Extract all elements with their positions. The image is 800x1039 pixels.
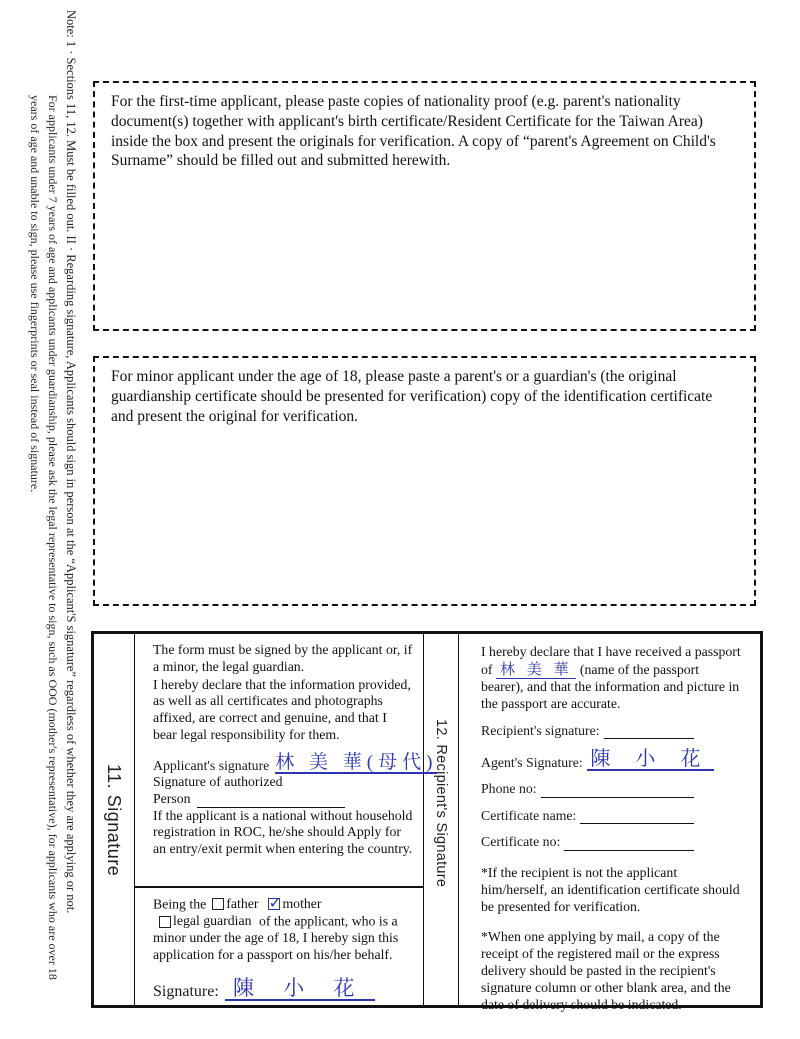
guardian-id-paste-box	[93, 356, 756, 606]
signature-label-cell	[94, 634, 135, 1005]
passport-bearer-name-handwriting: 林 美 華	[496, 662, 577, 679]
guardian-suffix: of the applicant, who is a minor under the age of 18, I hereby sign this application for a passport on his/her behalf.	[153, 913, 399, 963]
must-sign-text: The form must be signed by the applicant or, if a minor, the legal guardian.	[153, 642, 413, 674]
nationality-proof-paste-box	[93, 81, 756, 331]
agent-signature-field[interactable]	[587, 749, 714, 771]
applicant-signature-handwriting: 林 美 華(母代)	[275, 751, 438, 773]
certificate-name-label: Certificate name:	[481, 807, 577, 823]
nationality-proof-instructions: For the first-time applicant, please paste copies of nationality proof (e.g. parent's nationality document(s) together with applicant's birth certificate/Resident Certificate for the Taiwan Area) inside the box and present the originals for verification. A copy of “parent's Agreement on Child's Surname” should be filled out and submitted herewith.	[111, 93, 716, 170]
applicant-signature-label: Applicant's signature	[153, 757, 270, 773]
guardian-signature-label: Signature:	[153, 983, 219, 1001]
father-label: father	[226, 896, 259, 911]
authorized-label-line1: Signature of authorized	[153, 773, 283, 789]
recipient-signature-label: Recipient's signature:	[481, 722, 600, 738]
father-checkbox[interactable]	[212, 898, 224, 910]
recipient-content-cell	[459, 634, 760, 1012]
recipient-label-cell	[424, 634, 459, 1005]
guardian-prefix: Being the	[153, 896, 207, 912]
certificate-name-field[interactable]	[580, 819, 694, 824]
signature-content-cell	[135, 634, 438, 1005]
guardian-signature-area	[135, 886, 423, 1005]
guardian-id-instructions: For minor applicant under the age of 18, please paste a parent's or a guardian's (the original guardianship certificate should be presented for verification) copy of the identification certificate and present the original for verification.	[111, 368, 713, 425]
phone-label: Phone no:	[481, 781, 537, 797]
recipient-note-2: *When one applying by mail, a copy of the receipt of the registered mail or the express delivery should be pasted in the recipient's signature column or other blank area, and the date of delivery should be indicated.	[481, 929, 731, 1012]
phone-field[interactable]	[541, 793, 694, 798]
guardian-signature-row	[153, 978, 413, 1001]
no-household-registration-text: If the applicant is a national without household registration in ROC, he/she should Apply for an entry/exit permit when entering the country.	[153, 807, 413, 857]
signature-declaration-area	[135, 634, 438, 886]
margin-notes	[0, 0, 92, 1039]
mother-checkbox[interactable]	[268, 898, 280, 910]
margin-note-line3: years of age and unable to sign, please use fingerprints or seal instead of signature.	[28, 95, 42, 493]
recipient-section-label: 12. Recipient's Signature	[433, 719, 449, 888]
checkbox-item-mother[interactable]	[268, 896, 321, 913]
margin-note-line1: Note: 1 · Sections 11, 12. Must be filled out. II · Regarding signature, Applicants should sign in person at the “Applicant'S signature” regardless of whether they are applying or not.	[64, 10, 78, 914]
agent-signature-handwriting: 陳 小 花	[590, 748, 711, 771]
certificate-name-row	[481, 808, 742, 825]
recipient-note-1: *If the recipient is not the applicant him/herself, an identification certificate should be presented for verification.	[481, 864, 740, 914]
signature-section-label: 11. Signature	[104, 764, 124, 877]
margin-note-line2: For applicants under 7 years of age and applicants under guardianship, please ask the legal representative to sign, such as OOO (mother's representative), for applicants who are over 18	[46, 95, 60, 980]
authorized-person-block	[153, 774, 413, 808]
applicant-signature-row	[153, 751, 438, 774]
phone-row	[481, 781, 742, 798]
authorized-label-line2: Person	[153, 790, 191, 806]
mother-label: mother	[282, 896, 322, 911]
declaration-text: I hereby declare that the information provided, as well as all certificates and photographs affixed, are correct and genuine, and that I bear legal responsibility for them.	[153, 676, 411, 743]
agent-signature-row	[481, 749, 742, 771]
recipient-declaration	[481, 644, 742, 713]
signature-table	[91, 631, 763, 1012]
legal-guardian-checkbox[interactable]	[159, 916, 171, 928]
certificate-no-field[interactable]	[564, 846, 694, 851]
guardian-signature-handwriting: 陳 小 花	[233, 976, 367, 1001]
certificate-no-row	[481, 834, 742, 851]
checkbox-item-father[interactable]	[212, 896, 258, 913]
applicant-signature-field[interactable]	[275, 753, 437, 774]
recipient-declaration-prefix: I hereby declare that I have received a passport of	[481, 644, 741, 677]
guardian-signature-field[interactable]	[225, 978, 375, 1001]
recipient-signature-field[interactable]	[604, 734, 694, 739]
recipient-signature-row	[481, 723, 742, 740]
certificate-no-label: Certificate no:	[481, 834, 561, 850]
checkbox-item-legal-guardian[interactable]	[159, 913, 252, 930]
agent-signature-label: Agent's Signature:	[481, 754, 583, 770]
authorized-person-signature-field[interactable]	[197, 795, 345, 808]
recipient-declaration-suffix: (name of the passport bearer), and that the information and picture in the passport are accurate.	[481, 661, 740, 711]
legal-guardian-label: legal guardian	[173, 913, 252, 929]
guardian-statement	[153, 896, 413, 964]
